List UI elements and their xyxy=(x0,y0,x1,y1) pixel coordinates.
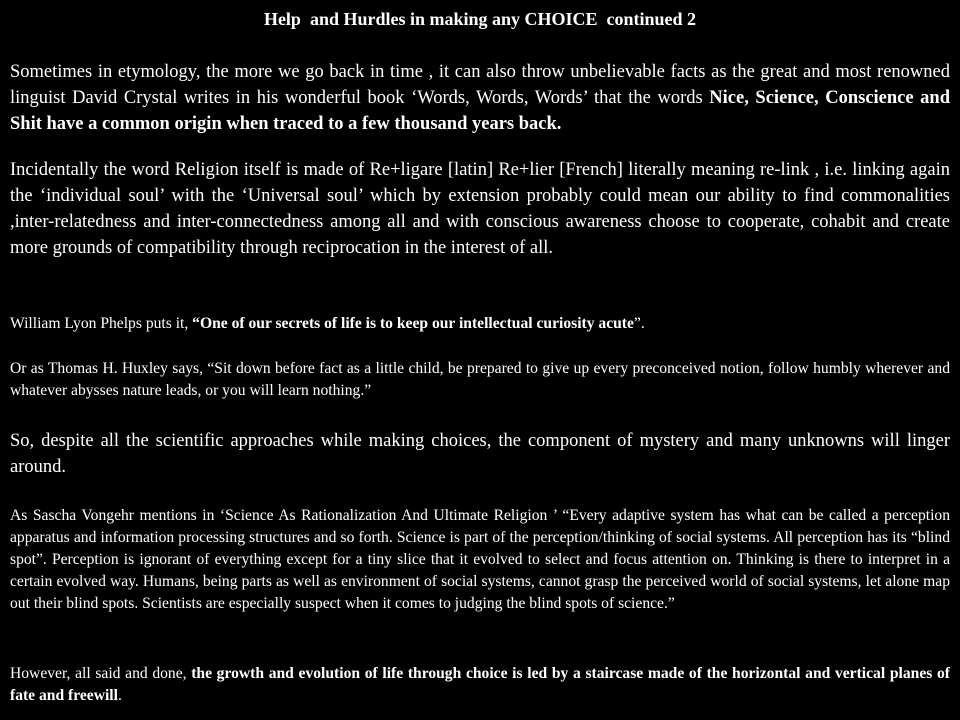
paragraph-phelps-text: William Lyon Phelps puts it, xyxy=(10,315,193,332)
paragraph-conclusion-bold: the growth and evolution of life through choice is led by a staircase made of the horizontal and vertical planes of fate and freewill xyxy=(10,665,950,704)
paragraph-religion xyxy=(10,157,950,261)
paragraph-phelps-suffix: ”. xyxy=(633,315,645,332)
paragraph-vongehr-quote xyxy=(10,505,950,615)
paragraph-phelps-bold: “One of our secrets of life is to keep our intellectual curiosity acute xyxy=(192,315,634,332)
paragraph-huxley-quote xyxy=(10,358,950,402)
paragraph-vongehr-text: As Sascha Vongehr mentions in ‘Science As Rationalization And Ultimate Religion ’ “Every adaptive system has what can be called a perception apparatus and information processing structures and so forth. Science is part of the perception/thinking of social systems. All perception has its “blind spot”. Perception is ignorant of everything except for a tiny slice that it evolved to select and focus attention on. Thinking is there to interpret in a certain evolved way. Humans, being parts as well as environment of social systems, cannot grasp the perceived world of social systems, let alone map out their blind spots. Scientists are especially suspect when it comes to judging the blind spots of science.” xyxy=(10,507,950,612)
paragraph-mystery xyxy=(10,428,950,480)
paragraph-conclusion-suffix: . xyxy=(117,687,122,704)
paragraph-religion-text: Incidentally the word Religion itself is made of Re+ligare [latin] Re+lier [French] literally meaning re-link , i.e. linking again the ‘individual soul’ with the ‘Universal soul’ which by extension probably could mean our ability to find commonalities ,inter-relatedness and inter-connectedness among all and with conscious awareness choose to cooperate, cohabit and create more grounds of compatibility through reciprocation in the interest of all. xyxy=(10,160,950,258)
paragraph-etymology-bold: Nice, Science, Conscience and Shit have a common origin when traced to a few thousand years back. xyxy=(10,88,951,134)
paragraph-huxley-text: Or as Thomas H. Huxley says, “Sit down before fact as a little child, be prepared to give up every preconceived notion, follow humbly wherever and whatever abysses nature leads, or you will learn nothing.” xyxy=(10,360,950,399)
paragraph-phelps-quote xyxy=(10,313,950,335)
slide-title: Help and Hurdles in making any CHOICE continued 2 xyxy=(263,9,697,29)
paragraph-conclusion xyxy=(10,663,950,707)
paragraph-mystery-text: So, despite all the scientific approaches while making choices, the component of mystery and many unknowns will linger around. xyxy=(10,431,950,477)
paragraph-conclusion-text: However, all said and done, xyxy=(10,665,192,682)
paragraph-etymology xyxy=(10,59,950,137)
paragraph-etymology-text: Sometimes in etymology, the more we go back in time , it can also throw unbelievable facts as the great and most renowned linguist David Crystal writes in his wonderful book ‘Words, Words, Words’ that the words xyxy=(10,62,950,108)
